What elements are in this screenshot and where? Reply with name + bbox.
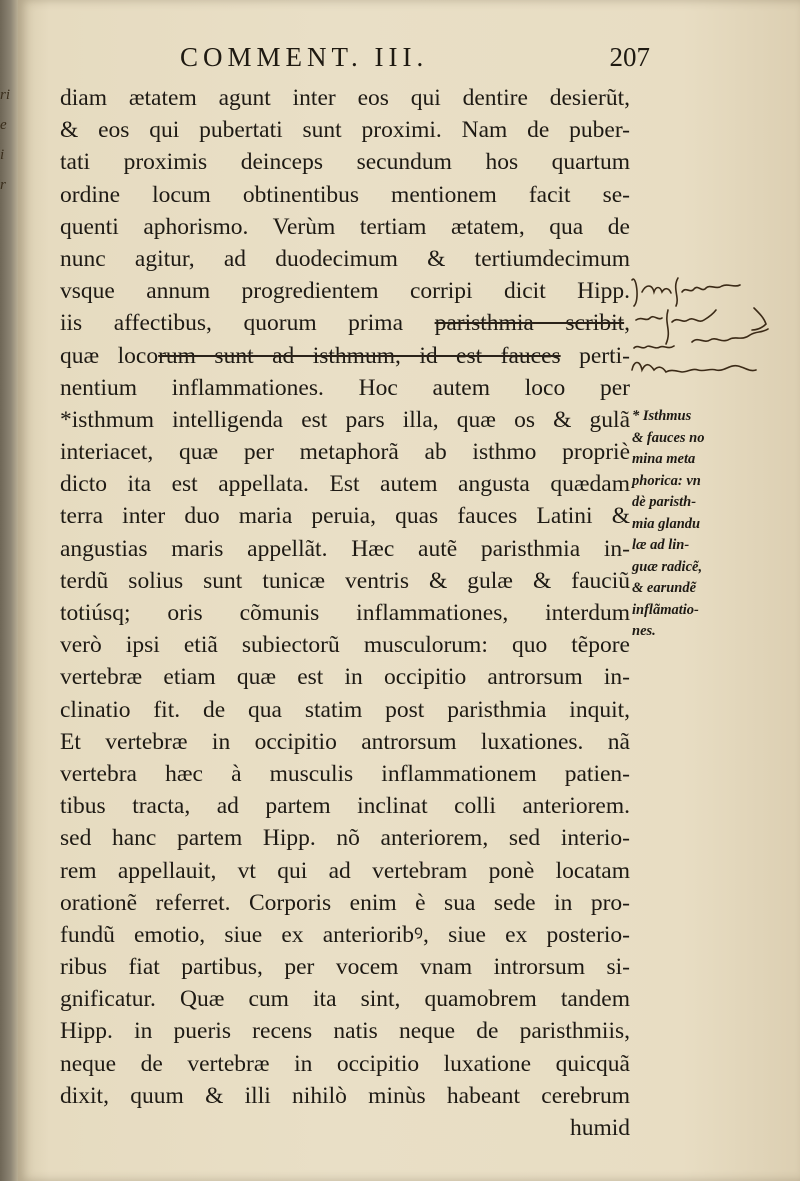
main-text-block bbox=[60, 82, 630, 1144]
note-line: guæ radicẽ, bbox=[632, 558, 703, 575]
gutter-mark: e bbox=[0, 117, 7, 133]
text-line: *isthmum intelligenda est pars illa, quæ os & gulã bbox=[60, 406, 630, 433]
text-line: Hipp. in pueris recens natis neque de paristhmiis, bbox=[60, 1018, 630, 1045]
text-line: gnificatur. Quæ cum ita sint, quamobrem tandem bbox=[60, 986, 630, 1013]
text-line: quenti aphorismo. Verùm tertiam ætatem, qua de bbox=[60, 213, 630, 240]
text-line: Et vertebræ in occipitio antrorsum luxationes. nã bbox=[60, 728, 630, 755]
text-line: rem appellauit, vt qui ad vertebram ponè locatam bbox=[60, 857, 630, 884]
note-line: dè paristh- bbox=[632, 494, 697, 510]
text-fragment: quæ loco bbox=[60, 342, 159, 369]
text-fragment: perti- bbox=[560, 342, 630, 369]
text-line: ordine locum obtinentibus mentionem facit se- bbox=[60, 181, 630, 208]
gutter-mark: r bbox=[0, 177, 6, 193]
gutter-mark: i bbox=[0, 147, 5, 163]
gutter-mark: ri bbox=[0, 87, 11, 103]
text-line-struck bbox=[60, 307, 630, 339]
text-fragment: iis affectibus, quorum prima bbox=[60, 310, 435, 337]
text-line: terra inter duo maria peruia, quas fauces Latini & bbox=[60, 503, 630, 530]
note-line: nes. bbox=[632, 623, 656, 639]
note-line: & earundẽ bbox=[632, 580, 697, 596]
text-line: & eos qui pubertati sunt proximi. Nam de puber- bbox=[60, 117, 630, 144]
catchword: humid bbox=[569, 1115, 630, 1141]
note-line: læ ad lin- bbox=[632, 537, 690, 553]
text-fragment: , bbox=[624, 310, 630, 337]
note-line: inflãmatio- bbox=[632, 601, 699, 618]
text-line: orationẽ referret. Corporis enim è sua sede in pro- bbox=[60, 889, 630, 916]
note-line: & fauces no bbox=[632, 429, 705, 446]
note-line: mia glandu bbox=[632, 515, 701, 532]
text-line: terdũ solius sunt tunicæ ventris & gulæ & fauciũ bbox=[60, 567, 630, 594]
facing-page-edge-marks bbox=[0, 80, 16, 200]
text-line: totiúsq; oris cõmunis inflammationes, interdum bbox=[60, 600, 630, 626]
struck-out-text: paristhmia scribit bbox=[434, 310, 625, 337]
note-line: phorica: vn bbox=[632, 472, 701, 489]
running-title: COMMENT. III. bbox=[180, 42, 429, 72]
text-line: nentium inflammationes. Hoc autem loco per bbox=[60, 374, 630, 401]
text-line: dixit, quum & illi nihilò minùs habeant cerebrum bbox=[60, 1082, 630, 1109]
text-line: diam ætatem agunt inter eos qui dentire desierũt, bbox=[60, 85, 630, 111]
note-line: mina meta bbox=[632, 451, 696, 467]
text-line: verò ipsi etiã subiectorũ musculorum: quo tẽpore bbox=[60, 632, 630, 659]
text-line: dicto ita est appellata. Est autem angusta quædam bbox=[60, 471, 630, 498]
text-line: ribus fiat partibus, per vocem vnam introrsum si- bbox=[60, 954, 630, 981]
text-line: clinatio fit. de qua statim post paristhmia inquit, bbox=[60, 696, 630, 723]
text-line: vsque annum progredientem corripi dicit Hipp. bbox=[60, 278, 630, 305]
text-line: sed hanc partem Hipp. nõ anteriorem, sed interio- bbox=[60, 825, 630, 852]
text-line: fundũ emotio, siue ex anterioribꝰ, siue ex posterio- bbox=[60, 921, 630, 948]
note-line: * Isthmus bbox=[632, 408, 692, 424]
struck-out-text: rum sunt ad isthmum, id est fauces bbox=[158, 342, 561, 369]
text-line: neque de vertebræ in occipitio luxatione quicquã bbox=[60, 1050, 630, 1077]
page-number: 207 bbox=[609, 42, 650, 72]
text-line: vertebræ etiam quæ est in occipitio antrorsum in- bbox=[60, 664, 630, 691]
text-line-struck bbox=[60, 340, 630, 372]
text-line: tati proximis deinceps secundum hos quartum bbox=[60, 149, 630, 176]
text-line: nunc agitur, ad duodecimum & tertiumdecimum bbox=[60, 245, 630, 272]
text-line: tibus tracta, ad partem inclinat colli anteriorem. bbox=[60, 793, 630, 820]
handwritten-marginal-annotation bbox=[630, 270, 790, 400]
handwriting-icon bbox=[630, 270, 790, 400]
printed-marginal-note bbox=[632, 406, 762, 643]
text-line: interiacet, quæ per metaphorã ab isthmo propriè bbox=[60, 439, 630, 466]
text-line: angustias maris appellãt. Hæc autẽ paristhmia in- bbox=[60, 535, 630, 562]
text-line: vertebra hæc à musculis inflammationem patien- bbox=[60, 760, 630, 787]
running-head bbox=[180, 42, 650, 78]
